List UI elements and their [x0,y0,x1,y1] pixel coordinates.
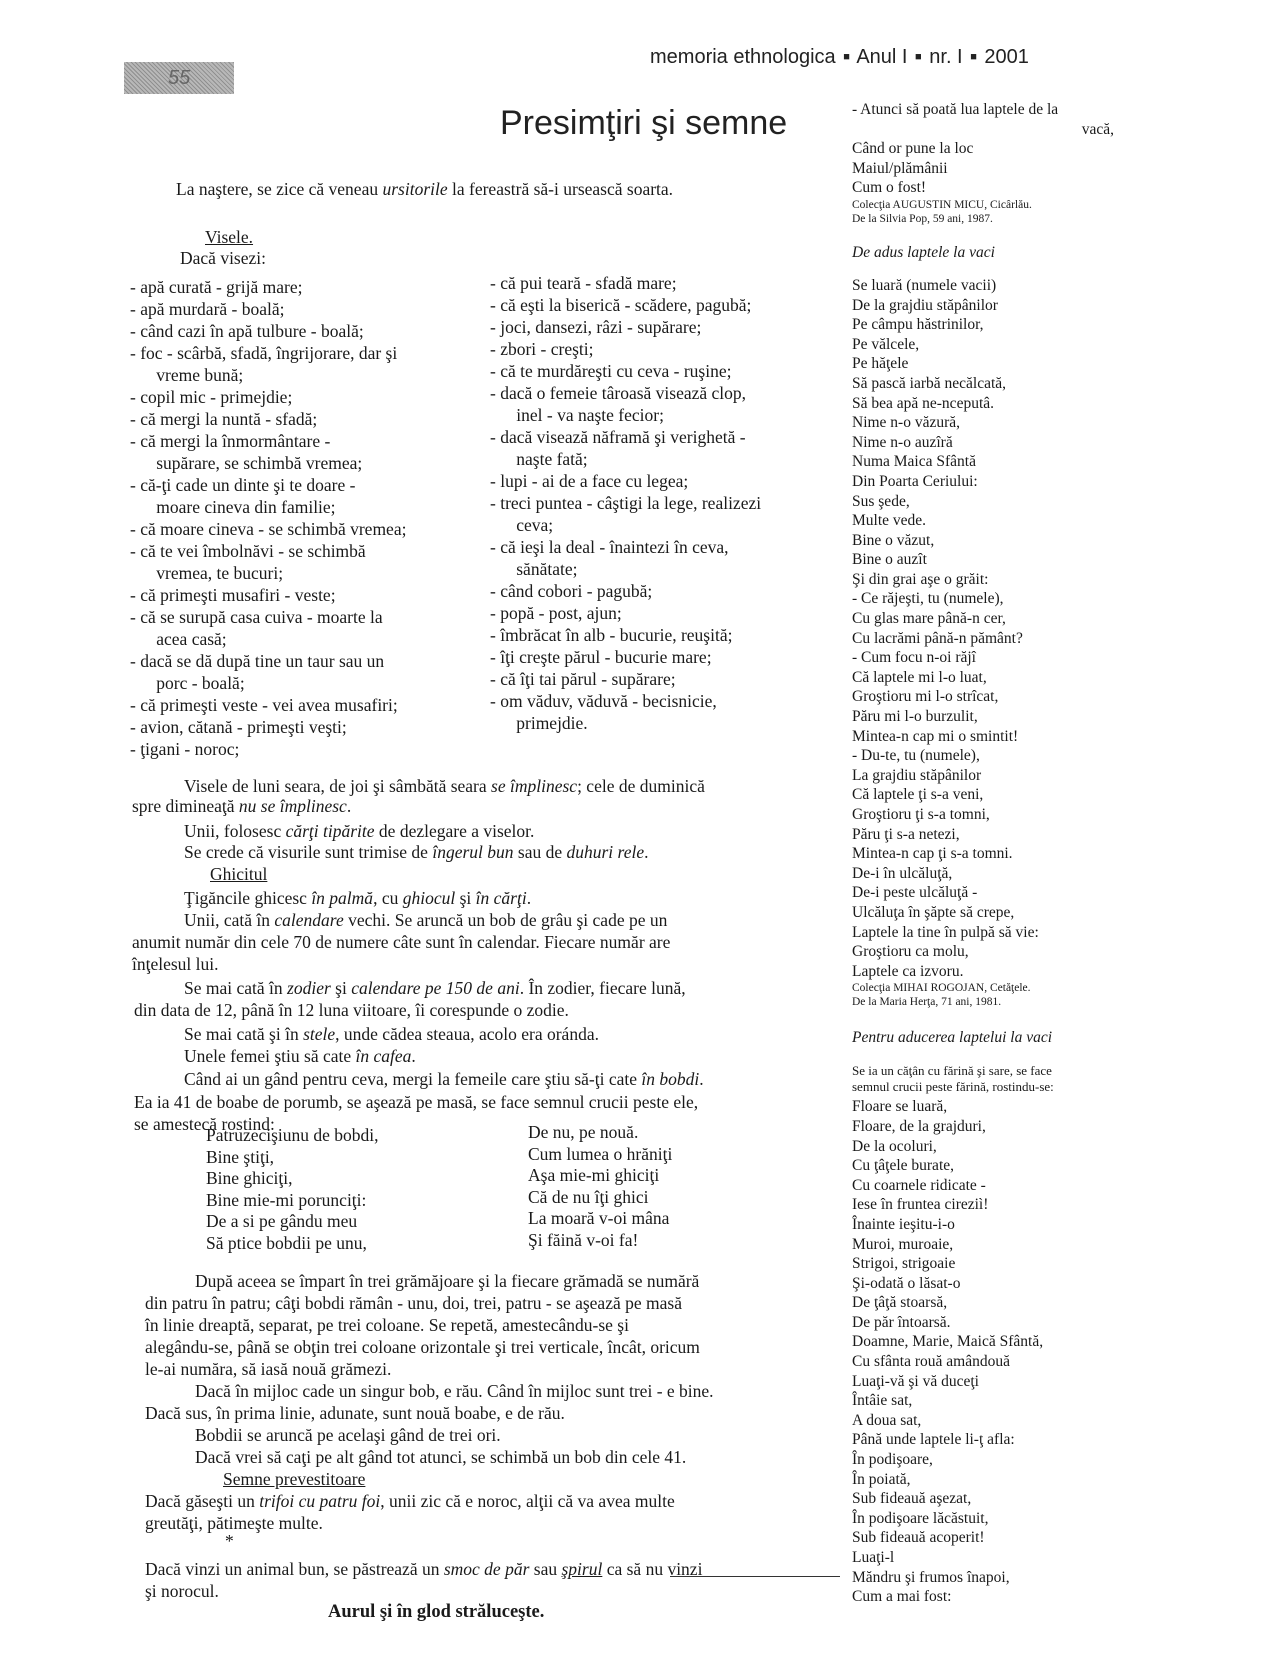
poem-line: - Du-te, tu (numele), [852,747,980,765]
page-number: 55 [124,62,234,94]
list-item: porc - boală; [130,673,245,693]
paragraph-line: Când ai un gând pentru ceva, mergi la femeile care ştiu să-ţi cate în bobdi. [184,1069,704,1089]
poem-line: Cu sfânta rouă amândouă [852,1353,1010,1371]
poem-line: Cu glas mare până-n cer, [852,610,1006,628]
poem-line: Pe câmpu hăstrinilor, [852,316,984,334]
charm-intro: Se ia un căţân cu fărină şi sare, se face [852,1063,1052,1079]
poem-line: Măndru şi frumos înapoi, [852,1568,1010,1586]
list-item: - când cazi în apă tulbure - boală; [130,321,364,341]
separator-star: * [225,1531,234,1551]
section-heading-visele: Visele. [205,227,254,247]
poem-line: În podişoare lăcăstuit, [852,1509,989,1527]
paragraph-line: Se mai cată şi în stele, unde cădea steaua, acolo era oránda. [184,1024,599,1044]
list-item: - lupi - ai de a face cu legea; [490,471,689,491]
after-poem-text [145,1270,714,1602]
poem-line: La moară v-oi mâna [528,1208,670,1228]
list-item: - treci puntea - câştigi la lege, realizezi [490,493,762,513]
paragraph-line: spre dimineaţă nu se împlinesc. [132,796,352,816]
poem-line: De ţâţă stoarsă, [852,1294,948,1312]
paragraph-line: anumit număr din cele 70 de numere câte sunt în calendar. Fiecare număr are [132,932,671,952]
list-item: - apă murdară - boală; [130,299,285,319]
poem-line: Luaţi-l [852,1549,895,1566]
paragraph-line: Ea ia 41 de boabe de porumb, se aşează pe masă, se face semnul crucii peste ele, [134,1092,699,1112]
poem-line: La grajdiu stăpânilor [852,766,982,784]
poem-line: Cum a mai fost: [852,1588,952,1606]
list-item: moare cineva din familie; [130,497,336,517]
paragraph-line: Dacă vrei să caţi pe alt gând tot atunci, se schimbă un bob din cele 41. [195,1447,687,1467]
list-item: - dacă o femeie târoasă visează clop, [490,383,747,403]
list-item: sănătate; [490,559,578,579]
journal-header [650,46,1029,69]
poem-line: Bine o văzut, [852,531,935,549]
poem-line: Sus şede, [852,492,910,510]
list-item: - foc - scârbă, sfadă, îngrijorare, dar şi [130,343,398,363]
poem-line: Doamne, Marie, Maică Sfântă, [852,1333,1044,1351]
list-item: - dacă se dă după tine un taur sau un [130,651,385,671]
poem-line: Muroi, muroaie, [852,1235,954,1253]
list-item: - copil mic - primejdie; [130,387,293,407]
list-item: - că primeşti musafiri - veste; [130,585,336,605]
list-item: - că ieşi la deal - înaintezi în ceva, [490,537,729,557]
paragraph-line: Dacă vinzi un animal bun, se păstrează un smoc de păr sau şpirul ca să nu vinzi [145,1559,703,1579]
poem-line: Strigoi, strigoaie [852,1255,956,1273]
paragraph-line: din data de 12, până în 12 luna viitoare, îi corespunde o zodie. [134,1000,569,1020]
paragraph-line: Unii, cată în calendare vechi. Se aruncă un bob de grâu şi cade pe un [184,910,668,930]
divider-line [670,1576,840,1577]
list-item: - că primeşti veste - vei avea musafiri; [130,695,398,715]
dream-list-left [130,276,406,760]
list-item: - că îţi tai părul - supărare; [490,669,676,689]
poem-line: Groştioru mi l-o strîcat, [852,688,999,706]
poem-line: Groştioru ţi s-a tomni, [852,806,990,823]
separator-square-icon: ■ [843,51,850,63]
poem-line: Laptele ca izvoru. [852,962,964,980]
poem-line: Bine ghiciţi, [206,1168,293,1188]
poem-line: Că laptele ţi s-a veni, [852,786,984,804]
poem-line: Laptele la tine în pulpă să vie: [852,923,1039,941]
poem-line: vacă, [1081,120,1114,138]
list-item: - că te vei îmbolnăvi - se schimbă [130,541,366,561]
poem-line: Bine ştiţi, [206,1146,275,1167]
poem-line: Cum o fost! [852,179,927,197]
list-item: ceva; [490,515,554,535]
poem-line: De-i peste ulcăluţă - [852,884,978,902]
poem-line: Aşa mie-mi ghiciţi [528,1165,660,1185]
charm-poem-1 [852,276,1144,981]
paragraph-line: se amestecă rostind: [134,1114,275,1134]
poem-line: Şi-odată o lăsat-o [852,1274,961,1292]
poem-line: Cu ţâţele burate, [852,1157,954,1175]
poem-line: Pe vălcele, [852,335,920,353]
subheading-aducerea-laptelui: Pentru aducerea laptelui la vaci [852,1029,1053,1047]
poem-line: Pe hăţele [852,355,909,373]
list-item: vremea, te bucuri; [130,563,284,583]
list-item: - dacă visează năframă şi verighetă - [490,427,746,447]
charm-intro: semnul crucii peste fărină, rostindu-se: [852,1079,1054,1095]
poem-line: Iese în fruntea cireziì! [852,1196,989,1214]
poem-line: Înainte ieşitu-i-o [852,1215,955,1233]
poem-line: Când or pune la loc [852,140,974,158]
list-item: - popă - post, ajun; [490,603,622,623]
list-item: - că pui teară - sfadă mare; [490,273,677,293]
list-item: - că te murdăreşti cu ceva - ruşine; [490,361,732,381]
list-item: - că eşti la biserică - scădere, pagubă; [490,295,752,315]
poem-line: Floare se luară, [852,1098,948,1116]
paragraph-line: înţelesul lui. [132,954,219,974]
list-item: - zbori - creşti; [490,339,594,359]
poem-line: - Cum focu n-oi răjî [852,649,976,667]
poem-line: Multe vede. [852,512,927,530]
poem-line: De nu, pe nouă. [528,1122,639,1142]
poem-line: Sub fideauă acoperit! [852,1529,985,1547]
paragraph-line: Visele de luni seara, de joi şi sâmbătă seara se împlinesc; cele de duminică [184,776,705,796]
paragraph-line: Dacă găseşti un trifoi cu patru foi, unii zic că e noroc, alţii că va avea multe [145,1491,675,1511]
dream-list-lead: Dacă visezi: [180,248,266,268]
poem-line: Se luară (numele vacii) [852,276,997,294]
source-credit: Colecţia MIHAI ROGOJAN, Cetăţele. [852,982,1031,995]
paragraph-line: greutăţi, pătimeşte multe. [145,1513,323,1533]
poem-line: Mintea-n cap ţi s-a tomni. [852,845,1013,863]
paragraph-line: După aceea se împart în trei grămăjoare şi la fiecare grămadă se numără [195,1271,700,1291]
list-item: supărare, se schimbă vremea; [130,453,363,473]
journal-issue: nr. I [929,46,963,68]
list-item: inel - va naşte fecior; [490,405,664,425]
poem-line: Mintea-n cap mi o smintit! [852,727,1019,745]
poem-line: În poiată, [852,1470,911,1488]
proverb: Aurul şi în glod străluceşte. [328,1602,545,1622]
subheading-adus-laptele: De adus laptele la vaci [852,243,995,261]
separator-square-icon: ■ [970,51,977,63]
poem-line: Că de nu îţi ghici [528,1186,649,1207]
poem-line: Să bea apă ne-nceputâ. [852,394,995,412]
journal-name: memoria ethnologica [650,46,836,68]
paragraph-line: Se mai cată în zodier şi calendare pe 150 de ani. În zodier, fiecare lună, [184,978,686,998]
poem-line: De a si pe gându meu [206,1211,358,1231]
right-column [852,100,1144,1607]
poem-line: Păru mi l-o burzulit, [852,708,978,726]
poem-line: De la ocoluri, [852,1137,937,1155]
list-item: - că se surupă casa cuiva - moarte la [130,607,383,627]
journal-year-label: Anul I [856,46,908,68]
poem-line: Şi făină v-oi fa! [528,1229,639,1250]
divination-poem-left [206,1125,379,1254]
list-item: - ţigani - noroc; [130,739,240,759]
poem-line: Din Poarta Ceriului: [852,472,978,490]
paragraph-line: le-ai număra, să iasă nouă grămezi. [145,1359,392,1379]
poem-line: Să pască iarbă necălcată, [852,374,1007,392]
poem-line: Floare, de la grajduri, [852,1117,986,1135]
section-heading-ghicitul: Ghicitul [210,864,268,884]
list-item: - că moare cineva - se schimbă vremea; [130,519,407,539]
paragraph-line: Dacă în mijloc cade un singur bob, e rău. Când în mijloc sunt trei - e bine. [195,1381,714,1401]
intro-paragraph: La naştere, se zice că veneau ursitorile la fereastră să-i ursească soarta. [176,179,674,199]
poem-line: Şi din grai aşe o grăit: [852,570,989,588]
poem-line: Nime n-o văzură, [852,414,961,432]
poem-line: De la grajdiu stăpânilor [852,296,998,314]
journal-year: 2001 [984,46,1029,68]
article-title: Presimţiri şi semne [500,104,788,142]
list-item: vreme bună; [130,365,244,385]
poem-line: Întâie sat, [852,1392,913,1410]
source-credit: Colecţia AUGUSTIN MICU, Cicârlău. [852,198,1032,211]
list-item: primejdie. [490,713,588,733]
list-item: acea casă; [130,629,227,649]
poem-line: - Atunci să poată lua laptele de la [852,101,1059,118]
paragraph-line: Se crede că visurile sunt trimise de îngerul bun sau de duhuri rele. [184,842,649,862]
list-item: - apă curată - grijă mare; [130,277,303,297]
list-item: - avion, cătană - primeşti veşti; [130,717,347,737]
list-item: - joci, dansezi, râzi - supărare; [490,317,702,337]
list-item: - îmbrăcat în alb - bucurie, reuşită; [490,625,733,645]
section-heading-semne: Semne prevestitoare [223,1469,366,1489]
poem-line: A doua sat, [852,1411,922,1429]
source-credit: De la Silvia Pop, 59 ani, 1987. [852,212,993,225]
poem-line: Ulcăluţa în şăpte să crepe, [852,903,1015,921]
poem-line: În podişoare, [852,1451,933,1469]
paragraph-line: Unele femei ştiu să cate în cafea. [184,1046,416,1066]
paragraph-line: Dacă sus, în prima linie, adunate, sunt nouă boabe, e de rău. [145,1403,565,1423]
paragraph-line: Ţigăncile ghicesc în palmă, cu ghiocul şi în cărţi. [184,888,532,908]
charm-poem-2 [852,1097,1144,1606]
poem-line: De-i în ulcăluţă, [852,864,953,882]
paragraph-line: alegându-se, până se obţin trei coloane orizontale şi trei verticale, încât, oricum [145,1337,700,1357]
separator-square-icon: ■ [915,51,922,63]
poem-line: Sub fideauă aşezat, [852,1490,972,1508]
poem-line: Că laptele mi l-o luat, [852,668,987,686]
list-item: - când cobori - pagubă; [490,581,653,601]
poem-line: Luaţi-vă şi vă duceţi [852,1372,979,1390]
source-credit: De la Maria Herţa, 71 ani, 1981. [852,996,1002,1009]
paragraph-line: în linie dreaptă, separat, pe trei coloane. Se repetă, amestecându-se şi [145,1315,629,1335]
divination-poem-right [528,1122,672,1251]
right-top-lines [852,100,1144,198]
poem-line: Să ptice bobdii pe unu, [206,1232,367,1253]
poem-line: Groştioru ca molu, [852,943,969,961]
poem-line: - Ce răjeşti, tu (numele), [852,590,1004,608]
list-item: naşte fată; [490,449,588,469]
poem-line: Bine mie-mi porunciţi: [206,1189,367,1210]
poem-line: De păr întoarsă. [852,1313,951,1331]
list-item: - că mergi la înmormântare - [130,431,331,451]
paragraph-line: Unii, folosesc cărţi tipărite de dezlegare a viselor. [184,821,535,841]
list-item: - că mergi la nuntă - sfadă; [130,409,318,429]
poem-line: Nime n-o auzîră [852,433,953,451]
poem-line: Păru ţi s-a netezi, [852,825,960,843]
poem-line: Maiul/plămânii [852,159,948,177]
poem-line: Cu lacrămi până-n pământ? [852,629,1023,647]
paragraph-line: Bobdii se aruncă pe acelaşi gând de trei ori. [195,1425,501,1445]
paragraph-line: şi norocul. [145,1581,219,1601]
list-item: - îţi creşte părul - bucurie mare; [490,647,712,667]
list-item: - om văduv, văduvă - becisnicie, [490,691,717,711]
dream-list-right [490,272,761,734]
list-item: - că-ţi cade un dinte şi te doare - [130,475,356,495]
paragraph-line: din patru în patru; câţi bobdi rămân - unu, doi, trei, patru - se aşează pe masă [145,1293,682,1313]
poem-line: Cum lumea o hrăniţi [528,1143,673,1164]
poem-line: Patruzecişiunu de bobdi, [206,1125,379,1145]
poem-line: Cu coarnele ridicate - [852,1176,986,1194]
poem-line: Numa Maica Sfântă [852,453,976,471]
poem-line: Bine o auzît [852,551,927,569]
poem-line: Până unde laptele li-ţ afla: [852,1431,1015,1449]
